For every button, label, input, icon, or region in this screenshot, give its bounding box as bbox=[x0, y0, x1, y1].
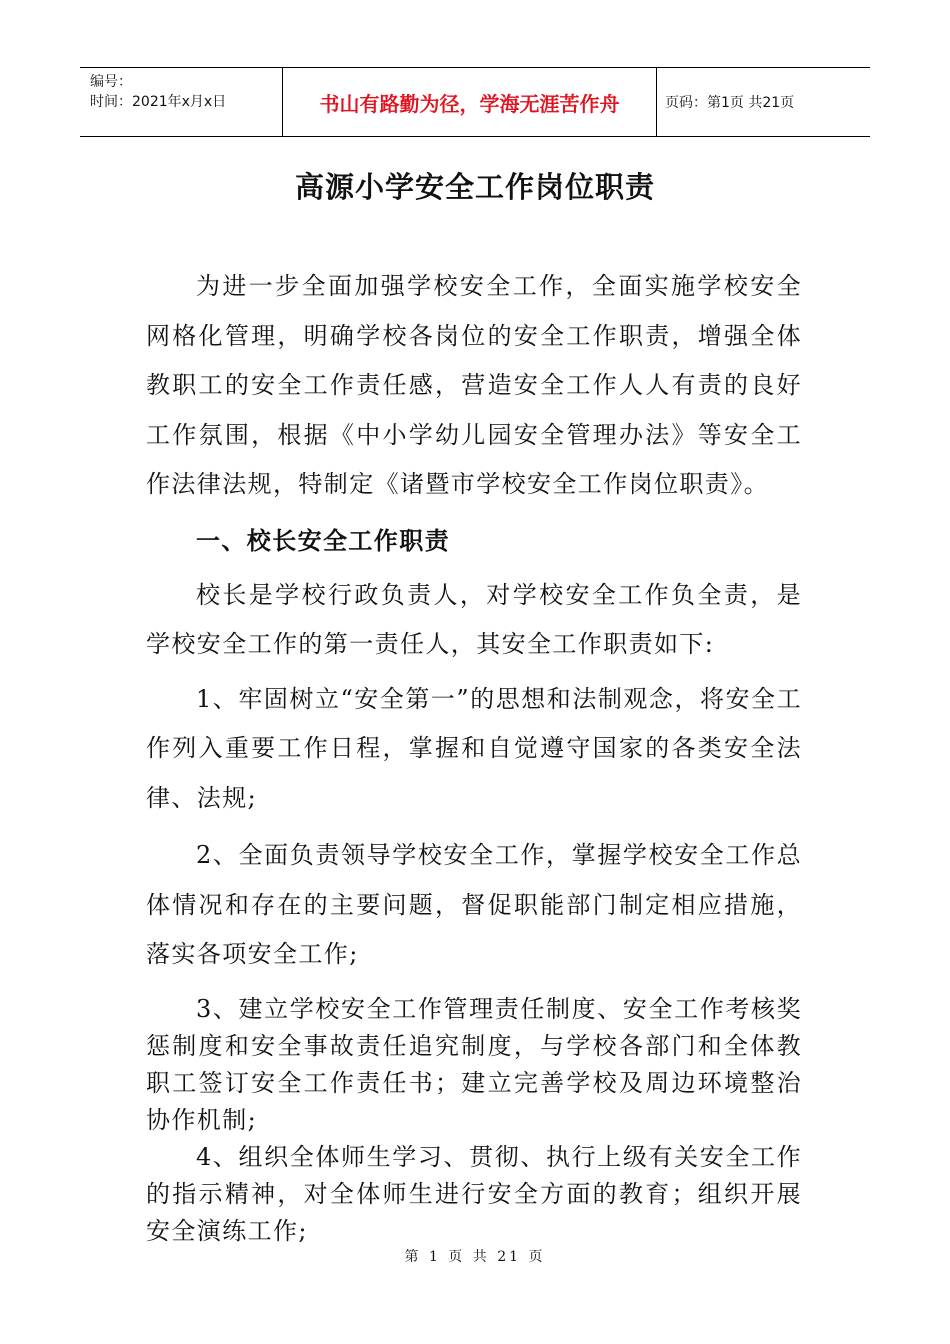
document-title: 高源小学安全工作岗位职责 bbox=[294, 170, 655, 204]
number-label: 编号： bbox=[90, 74, 132, 90]
intro-paragraph: 为进一步全面加强学校安全工作，全面实施学校安全网格化管理，明确学校各岗位的安全工作职责，增强全体教职工的安全工作责任感，营造安全工作人人有责的良好工作氛围，根据《中小学幼儿园安全管理办法》等安全工作法律法规，特制定《诸暨市学校安全工作岗位职责》。 bbox=[146, 272, 802, 498]
duty-item-4: 4、组织全体师生学习、贯彻、执行上级有关安全工作的指示精神，对全体师生进行安全方面的教育；组织开展安全演练工作; bbox=[146, 1142, 802, 1245]
motto-text: 书山有路勤为径，学海无涯苦作舟 bbox=[319, 91, 620, 116]
motto-cell bbox=[282, 68, 657, 136]
header-info-cell bbox=[80, 68, 282, 136]
duty-item-1: 1、牢固树立“安全第一”的思想和法制观念，将安全工作列入重要工作日程，掌握和自觉遵守国家的各类安全法律、法规; bbox=[146, 684, 802, 812]
document-header-table bbox=[80, 67, 870, 137]
page-footer: 第 1 页 共 21 页 bbox=[404, 1249, 546, 1265]
duty-item-3: 3、建立学校安全工作管理责任制度、安全工作考核奖惩制度和安全事故责任追究制度，与学校各部门和全体教职工签订安全工作责任书；建立完善学校及周边环境整治协作机制; bbox=[146, 994, 802, 1134]
page-info-cell bbox=[657, 68, 870, 136]
time-label: 时间：2021年x月x日 bbox=[90, 94, 227, 110]
duty-item-2: 2、全面负责领导学校安全工作，掌握学校安全工作总体情况和存在的主要问题，督促职能部门制定相应措施，落实各项安全工作; bbox=[146, 841, 802, 968]
principal-paragraph: 校长是学校行政负责人，对学校安全工作负全责，是学校安全工作的第一责任人，其安全工作职责如下: bbox=[146, 580, 802, 658]
page-info-text: 页码：第1页 共21页 bbox=[665, 95, 795, 111]
document-body bbox=[146, 262, 802, 1250]
section-heading-principal: 一、校长安全工作职责 bbox=[196, 525, 450, 555]
